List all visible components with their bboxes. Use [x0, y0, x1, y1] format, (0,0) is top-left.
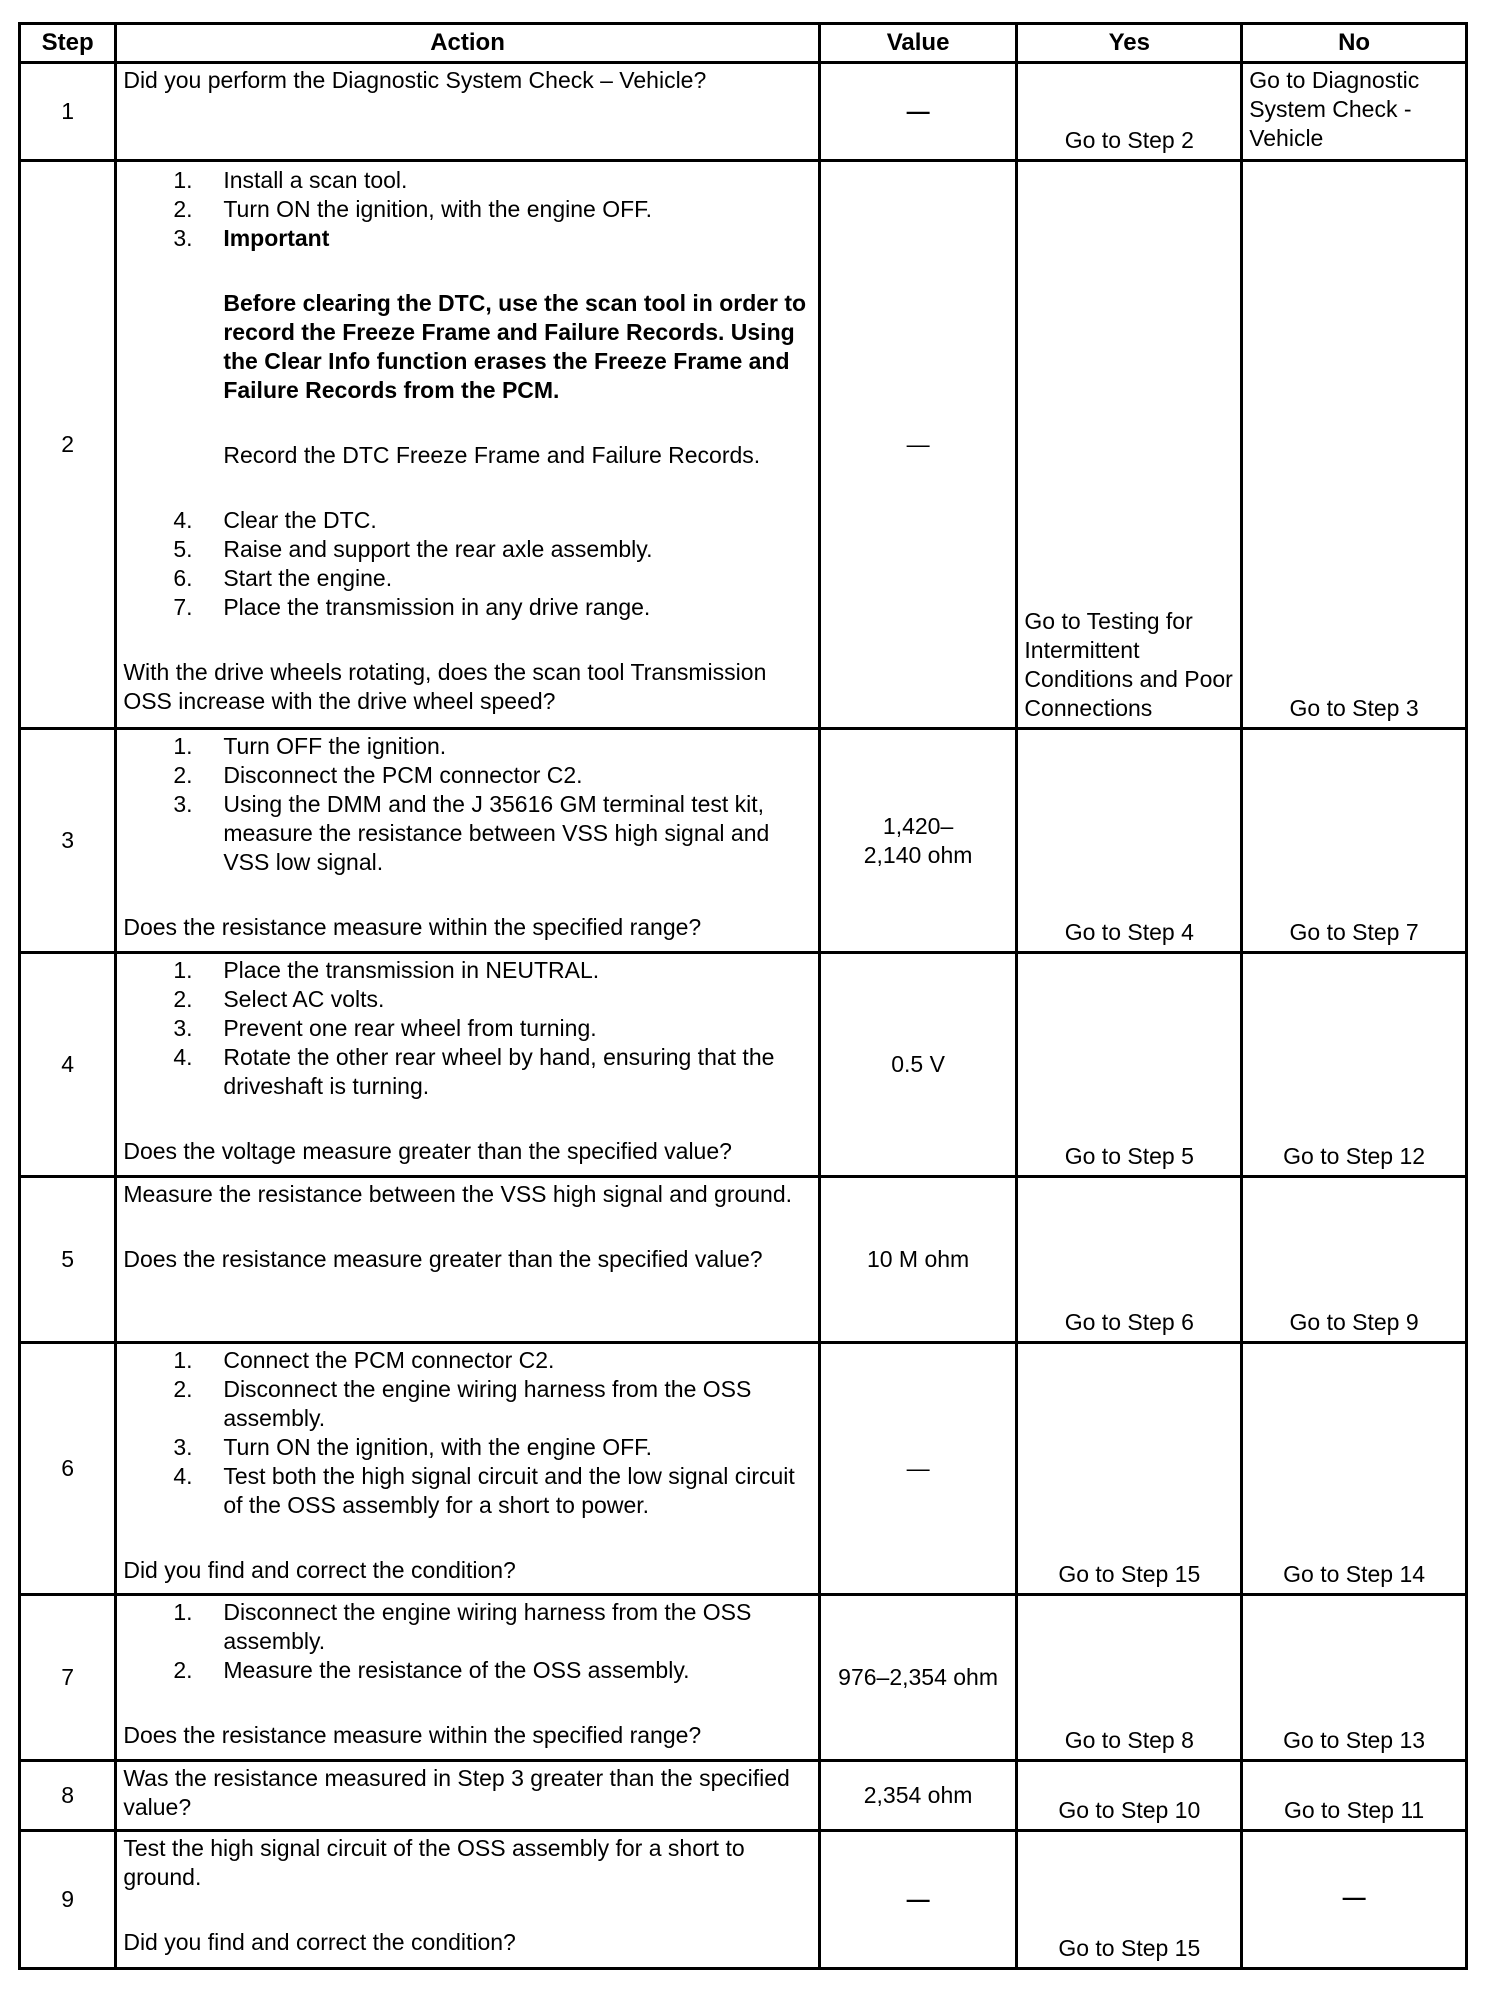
action-question: Did you find and correct the condition? — [123, 1929, 516, 1955]
list-item: 5. Raise and support the rear axle assembly. — [173, 536, 653, 562]
yes-cell: Go to Step 8 — [1017, 1595, 1242, 1761]
table-row — [20, 1761, 1467, 1831]
value-cell: 0.5 V — [819, 953, 1017, 1177]
value-cell: 2,354 ohm — [819, 1761, 1017, 1831]
action-cell — [116, 1343, 819, 1595]
no-cell: Go to Step 12 — [1242, 953, 1467, 1177]
no-text: — — [1342, 1884, 1366, 1910]
step-number: 9 — [20, 1831, 116, 1969]
header-action: Action — [116, 24, 819, 63]
action-cell — [116, 63, 819, 161]
step-number: 3 — [20, 729, 116, 953]
action-cell — [116, 1595, 819, 1761]
action-intro: Measure the resistance between the VSS high signal and ground. — [123, 1181, 793, 1207]
list-item: 2. Turn ON the ignition, with the engine OFF. — [173, 196, 653, 222]
list-item: 3. Prevent one rear wheel from turning. — [173, 1015, 597, 1041]
record-note: Record the DTC Freeze Frame and Failure Records. — [223, 442, 761, 468]
step-number: 5 — [20, 1177, 116, 1343]
yes-cell: Go to Step 2 — [1017, 63, 1242, 161]
header-yes: Yes — [1017, 24, 1242, 63]
table-row — [20, 161, 1467, 729]
action-cell — [116, 729, 819, 953]
no-cell: Go to Step 3 — [1242, 161, 1467, 729]
value-cell: 10 M ohm — [819, 1177, 1017, 1343]
list-item: 4. Rotate the other rear wheel by hand, ensuring that the driveshaft is turning. — [173, 1044, 775, 1099]
yes-cell: Go to Step 10 — [1017, 1761, 1242, 1831]
action-steps-list — [123, 1346, 811, 1520]
action-steps-list — [123, 1598, 811, 1685]
step-number: 8 — [20, 1761, 116, 1831]
value-cell — [819, 729, 1017, 953]
action-steps-list — [123, 956, 811, 1101]
step-number: 7 — [20, 1595, 116, 1761]
no-cell — [1242, 1831, 1467, 1969]
action-question: Does the resistance measure within the specified range? — [123, 1722, 702, 1748]
action-steps-list — [123, 166, 811, 253]
list-item: 1. Install a scan tool. — [173, 167, 408, 193]
action-cell — [116, 1831, 819, 1969]
header-value: Value — [819, 24, 1017, 63]
value-cell: 976–2,354 ohm — [819, 1595, 1017, 1761]
action-question: Does the resistance measure greater than the specified value? — [123, 1246, 763, 1272]
step-number: 4 — [20, 953, 116, 1177]
list-item: 1. Turn OFF the ignition. — [173, 733, 447, 759]
list-item: 2. Select AC volts. — [173, 986, 385, 1012]
list-item: 4. Test both the high signal circuit and the low signal circuit of the OSS assembly for a short to power. — [173, 1463, 795, 1518]
action-question: With the drive wheels rotating, does the scan tool Transmission OSS increase with the drive wheel speed? — [123, 659, 767, 714]
value-text: — — [906, 1886, 930, 1912]
action-question: Was the resistance measured in Step 3 greater than the specified value? — [123, 1765, 790, 1820]
list-item: 2. Disconnect the PCM connector C2. — [173, 762, 583, 788]
yes-cell: Go to Step 4 — [1017, 729, 1242, 953]
action-cell — [116, 161, 819, 729]
value-cell — [819, 63, 1017, 161]
list-item: 4. Clear the DTC. — [173, 507, 377, 533]
value-cell — [819, 1831, 1017, 1969]
yes-cell: Go to Step 15 — [1017, 1343, 1242, 1595]
action-question: Did you find and correct the condition? — [123, 1557, 516, 1583]
no-cell: Go to Step 14 — [1242, 1343, 1467, 1595]
step-number: 1 — [20, 63, 116, 161]
list-item: 2. Measure the resistance of the OSS assembly. — [173, 1657, 690, 1683]
step-number: 2 — [20, 161, 116, 729]
no-cell: Go to Step 13 — [1242, 1595, 1467, 1761]
table-row — [20, 63, 1467, 161]
important-note: Before clearing the DTC, use the scan tool in order to record the Freeze Frame and Failure Records. Using the Clear Info function erases the Freeze Frame and Failure Records from the PCM. — [223, 290, 807, 403]
action-steps-list — [123, 506, 811, 622]
header-no: No — [1242, 24, 1467, 63]
value-text: — — [906, 98, 930, 124]
value-text: 1,420–2,140 ohm — [863, 812, 973, 868]
list-item: 7. Place the transmission in any drive range. — [173, 594, 651, 620]
table-row — [20, 953, 1467, 1177]
list-item: 6. Start the engine. — [173, 565, 393, 591]
table-row — [20, 1343, 1467, 1595]
list-item: 3. Using the DMM and the J 35616 GM terminal test kit, measure the resistance between VSS high signal and VSS low signal. — [173, 791, 770, 875]
value-cell: — — [819, 1343, 1017, 1595]
action-cell — [116, 1761, 819, 1831]
yes-cell: Go to Step 6 — [1017, 1177, 1242, 1343]
table-row — [20, 1831, 1467, 1969]
no-cell: Go to Step 11 — [1242, 1761, 1467, 1831]
diagnostic-table-document — [18, 22, 1468, 1970]
action-question: Does the voltage measure greater than the specified value? — [123, 1138, 732, 1164]
list-item: 1. Disconnect the engine wiring harness from the OSS assembly. — [173, 1599, 752, 1654]
action-question: Did you perform the Diagnostic System Check – Vehicle? — [123, 67, 707, 93]
yes-cell: Go to Step 5 — [1017, 953, 1242, 1177]
yes-cell: Go to Testing for Intermittent Conditions and Poor Connections — [1017, 161, 1242, 729]
table-row — [20, 1177, 1467, 1343]
table-row — [20, 729, 1467, 953]
header-step: Step — [20, 24, 116, 63]
action-intro: Test the high signal circuit of the OSS assembly for a short to ground. — [123, 1835, 745, 1890]
list-item: 3. Turn ON the ignition, with the engine OFF. — [173, 1434, 653, 1460]
no-cell: Go to Diagnostic System Check - Vehicle — [1242, 63, 1467, 161]
table-row — [20, 1595, 1467, 1761]
action-steps-list — [123, 732, 811, 877]
value-cell: — — [819, 161, 1017, 729]
action-cell — [116, 953, 819, 1177]
step-number: 6 — [20, 1343, 116, 1595]
diagnostic-table — [18, 22, 1468, 1970]
table-header-row — [20, 24, 1467, 63]
list-item: 2. Disconnect the engine wiring harness from the OSS assembly. — [173, 1376, 752, 1431]
list-item: 3. Important — [173, 225, 330, 251]
yes-cell: Go to Step 15 — [1017, 1831, 1242, 1969]
no-cell: Go to Step 9 — [1242, 1177, 1467, 1343]
action-cell — [116, 1177, 819, 1343]
list-item: 1. Connect the PCM connector C2. — [173, 1347, 555, 1373]
no-cell: Go to Step 7 — [1242, 729, 1467, 953]
action-question: Does the resistance measure within the specified range? — [123, 914, 702, 940]
list-item: 1. Place the transmission in NEUTRAL. — [173, 957, 600, 983]
